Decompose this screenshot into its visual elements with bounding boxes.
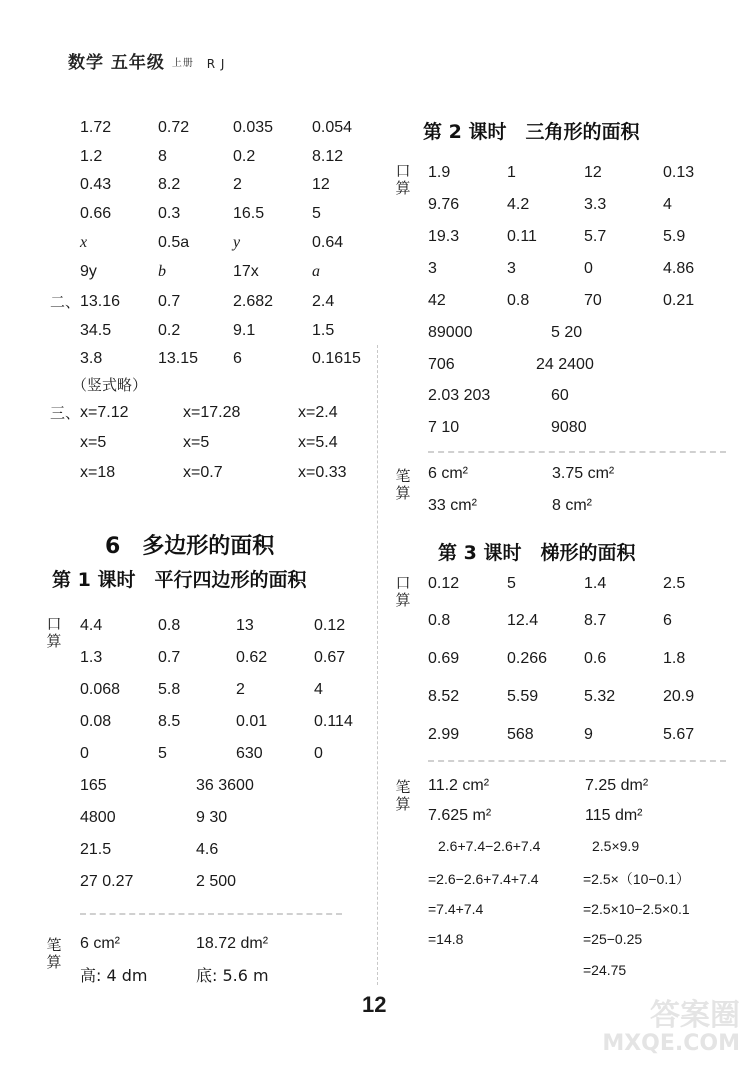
answer-cell: 2.5	[663, 575, 686, 592]
answer-cell: 9.1	[233, 322, 256, 339]
answer-cell: 5.59	[507, 688, 539, 705]
header-version: R J	[206, 57, 226, 71]
answer-cell: 0.21	[663, 292, 695, 309]
answer-row	[428, 462, 738, 494]
answer-cell: 6 cm²	[428, 465, 468, 482]
answer-cell: 20.9	[663, 688, 695, 705]
answer-cell: 2	[233, 176, 242, 193]
answer-row	[428, 494, 738, 526]
answer-cell: =14.8	[428, 931, 464, 947]
answer-cell: 0.8	[428, 612, 451, 629]
answer-cell: 19.3	[428, 228, 460, 245]
answer-cell: 89000	[428, 324, 473, 341]
header-subject: 数学	[68, 53, 104, 73]
answer-cell: 17x	[233, 263, 259, 280]
answer-cell: 0	[584, 260, 593, 277]
answer-row	[80, 932, 380, 964]
answer-cell: 0.08	[80, 713, 112, 730]
answer-row	[428, 289, 738, 321]
answer-row	[428, 834, 738, 867]
answer-cell: 5	[312, 205, 321, 222]
answer-cell: 0.01	[236, 713, 268, 730]
answer-cell: 高: 4 dm	[80, 966, 148, 985]
answer-cell: 0.11	[507, 228, 537, 245]
section-label: 二、	[50, 293, 81, 311]
section-divider	[80, 913, 342, 915]
answer-cell: 0.8	[507, 292, 530, 309]
left-top-answers	[50, 116, 380, 491]
answer-cell: 7.625 m²	[428, 807, 492, 824]
answer-row	[80, 646, 380, 678]
answer-cell: 9.76	[428, 196, 460, 213]
answer-cell: 2.6+7.4−2.6+7.4	[438, 838, 541, 854]
answer-cell: 0.7	[158, 293, 181, 310]
answer-row	[50, 290, 380, 319]
answer-cell: 4.2	[507, 196, 530, 213]
answer-cell: 8.7	[584, 612, 607, 629]
answer-cell: 8.2	[158, 176, 181, 193]
answer-cell: 0.6	[584, 650, 607, 667]
answer-row	[80, 145, 380, 173]
answer-cell: =24.75	[583, 962, 627, 978]
answer-cell: 568	[507, 726, 534, 743]
answer-cell: x=7.12	[80, 404, 129, 421]
answer-cell: 0.8	[158, 617, 181, 634]
answer-cell: 34.5	[80, 322, 112, 339]
book-header	[68, 48, 225, 73]
answer-cell: 6	[663, 612, 672, 629]
answer-cell: 165	[80, 777, 107, 794]
answer-row	[80, 461, 380, 491]
answer-cell: 7 10	[428, 419, 460, 436]
answer-cell: 0.054	[312, 119, 353, 136]
answer-cell: y	[233, 234, 241, 251]
answer-cell: 6	[233, 350, 242, 367]
answer-cell: x=2.4	[298, 404, 338, 421]
answer-cell: 9	[584, 726, 593, 743]
answer-row	[428, 958, 738, 988]
answer-cell: 5.8	[158, 681, 181, 698]
answer-cell: x	[80, 234, 88, 251]
answer-cell: 8.5	[158, 713, 181, 730]
answer-row	[80, 838, 380, 870]
answer-cell: 9 30	[196, 809, 228, 826]
answer-cell: 70	[584, 292, 602, 309]
oral-calc-label: 口 算	[395, 162, 411, 197]
answer-row	[428, 416, 738, 448]
answer-cell: 4.86	[663, 260, 695, 277]
answer-row	[428, 647, 738, 685]
answer-row	[428, 867, 738, 897]
answer-cell: 0.114	[314, 713, 353, 730]
answer-cell: 底: 5.6 m	[196, 966, 269, 985]
answer-cell: 8 cm²	[552, 497, 592, 514]
answer-cell: 0.66	[80, 205, 112, 222]
answer-cell: 5.32	[584, 688, 616, 705]
lesson2-oral-answers	[428, 161, 738, 448]
answer-cell: 0.068	[80, 681, 121, 698]
answer-cell: x=5	[80, 434, 107, 451]
answer-row	[80, 774, 380, 806]
answer-cell: x=17.28	[183, 404, 241, 421]
answer-cell: 2 500	[196, 873, 237, 890]
answer-cell: 0.266	[507, 650, 548, 667]
omitted-note: （竖式略）	[72, 376, 148, 394]
answer-row	[428, 804, 738, 834]
answer-cell: 2.03 203	[428, 387, 491, 404]
answer-row	[80, 614, 380, 646]
answer-cell: 1.72	[80, 119, 112, 136]
answer-cell: 5	[507, 575, 516, 592]
lesson3-oral-answers	[428, 572, 738, 761]
answer-cell: 13.15	[158, 350, 199, 367]
answer-row	[428, 723, 738, 761]
page-number: 12	[362, 992, 387, 1017]
answer-cell: 16.5	[233, 205, 265, 222]
written-calc-label: 笔 算	[395, 778, 411, 813]
answer-cell: 630	[236, 745, 263, 762]
answer-cell: 0.1615	[312, 350, 361, 367]
answer-cell: 8.52	[428, 688, 460, 705]
answer-row	[428, 572, 738, 609]
answer-cell: 36 3600	[196, 777, 254, 794]
answer-cell: 0.7	[158, 649, 181, 666]
answer-cell: 0.5a	[158, 234, 190, 251]
answer-cell: 2.4	[312, 293, 335, 310]
answer-cell: 0.2	[233, 148, 256, 165]
answer-row	[428, 685, 738, 723]
answer-cell: 8	[158, 148, 167, 165]
lesson-title: 第 3 课时 梯形的面积	[438, 542, 636, 564]
answer-cell: =7.4+7.4	[428, 901, 484, 917]
answer-cell: 8.12	[312, 148, 344, 165]
answer-cell: 2.682	[233, 293, 274, 310]
answer-row	[428, 609, 738, 647]
answer-row	[80, 173, 380, 202]
answer-cell: 9y	[80, 263, 97, 280]
answer-row	[428, 193, 738, 225]
answer-row	[428, 353, 738, 384]
section-divider	[428, 760, 726, 762]
answer-cell: x=18	[80, 464, 116, 481]
answer-row	[80, 964, 380, 996]
answer-cell: 24 2400	[536, 356, 594, 373]
lesson1-oral-answers	[80, 614, 380, 902]
answer-cell: 12	[312, 176, 330, 193]
answer-row	[80, 870, 380, 902]
answer-row	[50, 401, 380, 431]
answer-cell: 1.8	[663, 650, 686, 667]
answer-cell: 3.8	[80, 350, 103, 367]
answer-row	[428, 161, 738, 193]
answer-cell: 0.72	[158, 119, 190, 136]
answer-cell: 12	[584, 164, 602, 181]
answer-cell: 11.2 cm²	[428, 777, 490, 794]
answer-cell: 3	[507, 260, 516, 277]
answer-cell: 0.035	[233, 119, 274, 136]
answer-cell: 12.4	[507, 612, 539, 629]
answer-cell: 0.2	[158, 322, 181, 339]
answer-cell: 5.9	[663, 228, 686, 245]
answer-cell: 21.5	[80, 841, 112, 858]
answer-row	[428, 257, 738, 289]
answer-row	[428, 321, 738, 353]
answer-cell: 4	[663, 196, 672, 213]
answer-row	[428, 927, 738, 958]
answer-cell: 0.69	[428, 650, 460, 667]
answer-cell: 2	[236, 681, 245, 698]
lesson3-written-answers	[428, 774, 738, 988]
answer-cell: 1.9	[428, 164, 451, 181]
answer-cell: 5 20	[551, 324, 583, 341]
answer-cell: 0.3	[158, 205, 181, 222]
answer-cell: =2.6−2.6+7.4+7.4	[428, 871, 539, 887]
answer-cell: 1.3	[80, 649, 103, 666]
answer-cell: 5	[158, 745, 167, 762]
written-calc-label: 笔 算	[46, 936, 62, 971]
answer-cell: =25−0.25	[583, 931, 643, 947]
answer-cell: 1.5	[312, 322, 335, 339]
answer-cell: 9080	[551, 419, 587, 436]
lesson2-written-answers	[428, 462, 738, 526]
answer-cell: 60	[551, 387, 569, 404]
answer-cell: 6 cm²	[80, 935, 120, 952]
answer-cell: 13.16	[80, 293, 121, 310]
answer-cell: 2.99	[428, 726, 460, 743]
answer-cell: 13	[236, 617, 254, 634]
answer-cell: 42	[428, 292, 446, 309]
answer-row	[80, 231, 380, 260]
answer-cell: 3.75 cm²	[552, 465, 615, 482]
answer-cell: 0.64	[312, 234, 344, 251]
section-label: 三、	[50, 404, 81, 422]
answer-row	[80, 806, 380, 838]
answer-cell: 0.13	[663, 164, 695, 181]
answer-row	[80, 347, 380, 373]
answer-cell: 0	[80, 745, 89, 762]
answer-cell: 7.25 dm²	[585, 777, 649, 794]
answer-cell: 1.4	[584, 575, 607, 592]
answer-cell: 33 cm²	[428, 497, 477, 514]
answer-cell: 0.12	[428, 575, 460, 592]
answer-cell: 4.6	[196, 841, 219, 858]
answer-row	[80, 116, 380, 145]
section-divider	[428, 451, 726, 453]
answer-cell: x=0.7	[183, 464, 223, 481]
answer-cell: 0.62	[236, 649, 268, 666]
written-calc-label: 笔 算	[395, 467, 411, 502]
answer-cell: 1.2	[80, 148, 103, 165]
answer-cell: 0	[314, 745, 323, 762]
header-grade: 五年级	[110, 53, 165, 73]
answer-cell: 27 0.27	[80, 873, 134, 890]
answer-cell: x=5.4	[298, 434, 338, 451]
answer-row	[428, 384, 738, 416]
answer-cell: 5.67	[663, 726, 695, 743]
answer-cell: =2.5×10−2.5×0.1	[583, 901, 690, 917]
oral-calc-label: 口 算	[46, 615, 62, 650]
answer-cell: 1	[507, 164, 516, 181]
answer-cell: 0.12	[314, 617, 346, 634]
answer-row	[72, 373, 380, 401]
watermark-logo: 答案圈 MXQE.COM	[602, 998, 740, 1056]
answer-row	[80, 742, 380, 774]
oral-calc-label: 口 算	[395, 574, 411, 609]
answer-cell: b	[158, 263, 166, 280]
lesson-title: 第 2 课时 三角形的面积	[423, 121, 640, 143]
answer-cell: 706	[428, 356, 455, 373]
answer-row	[80, 260, 380, 290]
unit-title: 6 多边形的面积	[105, 534, 275, 559]
lesson1-written-answers	[80, 932, 380, 996]
answer-cell: 115 dm²	[585, 807, 643, 824]
answer-cell: 5.7	[584, 228, 607, 245]
answer-row	[428, 897, 738, 927]
lesson-title: 第 1 课时 平行四边形的面积	[52, 569, 307, 591]
answer-row	[80, 678, 380, 710]
answer-cell: x=5	[183, 434, 210, 451]
answer-row	[428, 225, 738, 257]
answer-cell: 3.3	[584, 196, 607, 213]
answer-cell: 4	[314, 681, 323, 698]
header-edition: 上册	[171, 58, 194, 69]
answer-row	[80, 710, 380, 742]
answer-row	[80, 319, 380, 347]
answer-cell: a	[312, 263, 320, 280]
answer-cell: 4.4	[80, 617, 103, 634]
answer-cell: 18.72 dm²	[196, 935, 269, 952]
answer-cell: 4800	[80, 809, 116, 826]
answer-row	[80, 202, 380, 231]
answer-row	[80, 431, 380, 461]
answer-cell: 0.67	[314, 649, 346, 666]
answer-row	[428, 774, 738, 804]
answer-cell: =2.5×（10−0.1）	[583, 871, 691, 887]
answer-cell: 2.5×9.9	[592, 838, 640, 854]
answer-cell: 3	[428, 260, 437, 277]
answer-cell: 0.43	[80, 176, 112, 193]
answer-cell: x=0.33	[298, 464, 347, 481]
